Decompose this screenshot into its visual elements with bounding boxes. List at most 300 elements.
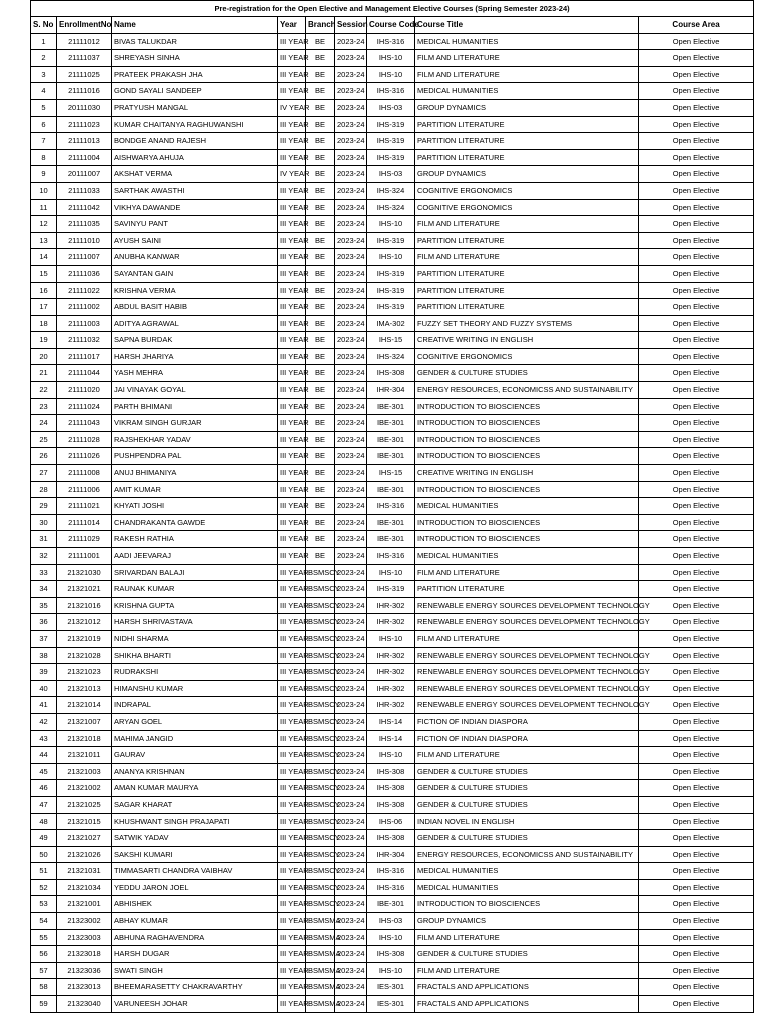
name-cell: HARSH SHRIVASTAVA <box>112 614 278 631</box>
name-cell: KUMAR CHAITANYA RAGHUWANSHI <box>112 116 278 133</box>
enrollment-cell: 21111012 <box>57 33 112 50</box>
course-area-cell: Open Elective <box>639 431 754 448</box>
year-cell: III YEAR <box>278 415 306 432</box>
course-area-cell: Open Elective <box>639 647 754 664</box>
course-title-cell: FILM AND LITERATURE <box>415 50 639 67</box>
course-area-cell: Open Elective <box>639 33 754 50</box>
name-cell: VIKRAM SINGH GURJAR <box>112 415 278 432</box>
table-row <box>31 514 754 531</box>
course-code-cell: IHS-10 <box>367 249 415 266</box>
header-row <box>31 17 754 34</box>
course-title-cell: GENDER & CULTURE STUDIES <box>415 946 639 963</box>
branch-cell: BE <box>306 332 335 349</box>
branch-cell: BE <box>306 33 335 50</box>
course-area-cell: Open Elective <box>639 398 754 415</box>
course-area-cell: Open Elective <box>639 747 754 764</box>
header-session: Session <box>335 17 367 34</box>
course-code-cell: IBE-301 <box>367 896 415 913</box>
course-area-cell: Open Elective <box>639 913 754 930</box>
branch-cell: BE <box>306 465 335 482</box>
enrollment-cell: 21321030 <box>57 564 112 581</box>
course-area-cell: Open Elective <box>639 299 754 316</box>
name-cell: TIMMASARTI CHANDRA VAIBHAV <box>112 863 278 880</box>
table-row <box>31 116 754 133</box>
session-cell: 2023-24 <box>335 697 367 714</box>
sno-cell: 3 <box>31 66 57 83</box>
branch-cell: BE <box>306 216 335 233</box>
year-cell: III YEAR <box>278 382 306 399</box>
course-title-cell: MEDICAL HUMANITIES <box>415 863 639 880</box>
year-cell: III YEAR <box>278 398 306 415</box>
year-cell: III YEAR <box>278 299 306 316</box>
enrollment-cell: 21111043 <box>57 415 112 432</box>
sno-cell: 10 <box>31 182 57 199</box>
session-cell: 2023-24 <box>335 796 367 813</box>
branch-cell: BSMSCY <box>306 614 335 631</box>
branch-cell: BSMSCY <box>306 747 335 764</box>
table-row <box>31 66 754 83</box>
table-row <box>31 415 754 432</box>
course-code-cell: IES-301 <box>367 996 415 1013</box>
enrollment-cell: 21321034 <box>57 879 112 896</box>
enrollment-cell: 21111004 <box>57 149 112 166</box>
sno-cell: 47 <box>31 796 57 813</box>
table-row <box>31 647 754 664</box>
session-cell: 2023-24 <box>335 879 367 896</box>
course-code-cell: IHS-316 <box>367 879 415 896</box>
sno-cell: 29 <box>31 498 57 515</box>
name-cell: SHIKHA BHARTI <box>112 647 278 664</box>
session-cell: 2023-24 <box>335 431 367 448</box>
enrollment-cell: 21111016 <box>57 83 112 100</box>
course-title-cell: RENEWABLE ENERGY SOURCES DEVELOPMENT TECHNOLOGY <box>415 614 639 631</box>
enrollment-cell: 21111035 <box>57 216 112 233</box>
course-area-cell: Open Elective <box>639 282 754 299</box>
sno-cell: 23 <box>31 398 57 415</box>
course-title-cell: RENEWABLE ENERGY SOURCES DEVELOPMENT TECHNOLOGY <box>415 680 639 697</box>
year-cell: III YEAR <box>278 813 306 830</box>
name-cell: HIMANSHU KUMAR <box>112 680 278 697</box>
course-title-cell: GROUP DYNAMICS <box>415 913 639 930</box>
name-cell: VARUNEESH JOHAR <box>112 996 278 1013</box>
table-row <box>31 199 754 216</box>
course-title-cell: PARTITION LITERATURE <box>415 232 639 249</box>
course-area-cell: Open Elective <box>639 863 754 880</box>
course-title-cell: MEDICAL HUMANITIES <box>415 548 639 565</box>
sno-cell: 2 <box>31 50 57 67</box>
session-cell: 2023-24 <box>335 299 367 316</box>
enrollment-cell: 21111037 <box>57 50 112 67</box>
table-row <box>31 830 754 847</box>
table-row <box>31 796 754 813</box>
course-title-cell: RENEWABLE ENERGY SOURCES DEVELOPMENT TECHNOLOGY <box>415 597 639 614</box>
table-row <box>31 780 754 797</box>
sno-cell: 22 <box>31 382 57 399</box>
sno-cell: 14 <box>31 249 57 266</box>
name-cell: SRIVARDAN BALAJI <box>112 564 278 581</box>
course-code-cell: IHS-10 <box>367 216 415 233</box>
enrollment-cell: 21111042 <box>57 199 112 216</box>
year-cell: III YEAR <box>278 481 306 498</box>
course-area-cell: Open Elective <box>639 315 754 332</box>
sno-cell: 59 <box>31 996 57 1013</box>
enrollment-cell: 21321013 <box>57 680 112 697</box>
enrollment-cell: 20111007 <box>57 166 112 183</box>
branch-cell: BSMSCY <box>306 697 335 714</box>
branch-cell: BE <box>306 83 335 100</box>
sno-cell: 49 <box>31 830 57 847</box>
year-cell: III YEAR <box>278 182 306 199</box>
course-code-cell: IHS-308 <box>367 796 415 813</box>
branch-cell: BSMSCY <box>306 796 335 813</box>
branch-cell: BSMSCY <box>306 830 335 847</box>
course-title-cell: INTRODUCTION TO BIOSCIENCES <box>415 398 639 415</box>
year-cell: III YEAR <box>278 979 306 996</box>
header-course-title: Course Title <box>415 17 639 34</box>
year-cell: III YEAR <box>278 216 306 233</box>
name-cell: AMAN KUMAR MAURYA <box>112 780 278 797</box>
table-row <box>31 99 754 116</box>
session-cell: 2023-24 <box>335 365 367 382</box>
enrollment-cell: 21111001 <box>57 548 112 565</box>
course-code-cell: IHS-14 <box>367 713 415 730</box>
year-cell: III YEAR <box>278 780 306 797</box>
year-cell: III YEAR <box>278 946 306 963</box>
name-cell: GAURAV <box>112 747 278 764</box>
name-cell: SAVINYU PANT <box>112 216 278 233</box>
course-area-cell: Open Elective <box>639 830 754 847</box>
course-area-cell: Open Elective <box>639 581 754 598</box>
session-cell: 2023-24 <box>335 83 367 100</box>
course-area-cell: Open Elective <box>639 66 754 83</box>
name-cell: SWATI SINGH <box>112 962 278 979</box>
branch-cell: BE <box>306 133 335 150</box>
course-area-cell: Open Elective <box>639 265 754 282</box>
branch-cell: BE <box>306 448 335 465</box>
table-row <box>31 498 754 515</box>
course-area-cell: Open Elective <box>639 996 754 1013</box>
course-title-cell: INTRODUCTION TO BIOSCIENCES <box>415 531 639 548</box>
name-cell: PRATYUSH MANGAL <box>112 99 278 116</box>
course-title-cell: PARTITION LITERATURE <box>415 581 639 598</box>
table-row <box>31 265 754 282</box>
table-row <box>31 846 754 863</box>
course-area-cell: Open Elective <box>639 946 754 963</box>
session-cell: 2023-24 <box>335 166 367 183</box>
sno-cell: 50 <box>31 846 57 863</box>
branch-cell: BE <box>306 365 335 382</box>
course-code-cell: IHS-324 <box>367 182 415 199</box>
session-cell: 2023-24 <box>335 548 367 565</box>
year-cell: III YEAR <box>278 830 306 847</box>
session-cell: 2023-24 <box>335 896 367 913</box>
year-cell: III YEAR <box>278 448 306 465</box>
year-cell: III YEAR <box>278 531 306 548</box>
enrollment-cell: 21323003 <box>57 929 112 946</box>
course-code-cell: IHS-14 <box>367 730 415 747</box>
session-cell: 2023-24 <box>335 962 367 979</box>
year-cell: III YEAR <box>278 548 306 565</box>
course-code-cell: IHS-316 <box>367 498 415 515</box>
sno-cell: 40 <box>31 680 57 697</box>
name-cell: SHREYASH SINHA <box>112 50 278 67</box>
table-row <box>31 149 754 166</box>
course-title-cell: PARTITION LITERATURE <box>415 299 639 316</box>
name-cell: AMIT KUMAR <box>112 481 278 498</box>
branch-cell: BE <box>306 66 335 83</box>
course-code-cell: IHS-06 <box>367 813 415 830</box>
course-code-cell: IBE-301 <box>367 431 415 448</box>
table-row <box>31 979 754 996</box>
course-area-cell: Open Elective <box>639 630 754 647</box>
registration-table <box>30 0 754 1013</box>
course-area-cell: Open Elective <box>639 713 754 730</box>
name-cell: ADITYA AGRAWAL <box>112 315 278 332</box>
sno-cell: 36 <box>31 614 57 631</box>
table-row <box>31 962 754 979</box>
sno-cell: 25 <box>31 431 57 448</box>
year-cell: IV YEAR <box>278 99 306 116</box>
name-cell: ABDUL BASIT HABIB <box>112 299 278 316</box>
branch-cell: BSMSCY <box>306 647 335 664</box>
name-cell: NIDHI SHARMA <box>112 630 278 647</box>
name-cell: ANUBHA KANWAR <box>112 249 278 266</box>
course-title-cell: FILM AND LITERATURE <box>415 216 639 233</box>
enrollment-cell: 21111033 <box>57 182 112 199</box>
enrollment-cell: 21323018 <box>57 946 112 963</box>
year-cell: III YEAR <box>278 680 306 697</box>
sno-cell: 4 <box>31 83 57 100</box>
course-title-cell: RENEWABLE ENERGY SOURCES DEVELOPMENT TECHNOLOGY <box>415 664 639 681</box>
table-row <box>31 232 754 249</box>
branch-cell: BE <box>306 481 335 498</box>
course-title-cell: FILM AND LITERATURE <box>415 249 639 266</box>
year-cell: III YEAR <box>278 564 306 581</box>
sno-cell: 38 <box>31 647 57 664</box>
table-row <box>31 249 754 266</box>
course-title-cell: FRACTALS AND APPLICATIONS <box>415 996 639 1013</box>
year-cell: III YEAR <box>278 514 306 531</box>
table-row <box>31 548 754 565</box>
course-area-cell: Open Elective <box>639 249 754 266</box>
session-cell: 2023-24 <box>335 647 367 664</box>
year-cell: III YEAR <box>278 431 306 448</box>
table-row <box>31 166 754 183</box>
year-cell: III YEAR <box>278 116 306 133</box>
sno-cell: 16 <box>31 282 57 299</box>
course-title-cell: ENERGY RESOURCES, ECONOMICSS AND SUSTAINABILITY <box>415 846 639 863</box>
sno-cell: 8 <box>31 149 57 166</box>
name-cell: HARSH JHARIYA <box>112 348 278 365</box>
year-cell: III YEAR <box>278 282 306 299</box>
session-cell: 2023-24 <box>335 133 367 150</box>
sno-cell: 37 <box>31 630 57 647</box>
table-row <box>31 448 754 465</box>
year-cell: III YEAR <box>278 614 306 631</box>
course-code-cell: IHS-319 <box>367 265 415 282</box>
branch-cell: BE <box>306 249 335 266</box>
branch-cell: BE <box>306 50 335 67</box>
header-enrollment: EnrollmentNo <box>57 17 112 34</box>
course-title-cell: INTRODUCTION TO BIOSCIENCES <box>415 415 639 432</box>
enrollment-cell: 21321016 <box>57 597 112 614</box>
year-cell: III YEAR <box>278 796 306 813</box>
course-code-cell: IHS-316 <box>367 83 415 100</box>
branch-cell: BSMSCY <box>306 713 335 730</box>
course-area-cell: Open Elective <box>639 365 754 382</box>
table-row <box>31 946 754 963</box>
branch-cell: BE <box>306 498 335 515</box>
sno-cell: 9 <box>31 166 57 183</box>
name-cell: SAGAR KHARAT <box>112 796 278 813</box>
header-course-area: Course Area <box>639 17 754 34</box>
course-area-cell: Open Elective <box>639 597 754 614</box>
course-code-cell: IHS-308 <box>367 780 415 797</box>
branch-cell: BE <box>306 299 335 316</box>
enrollment-cell: 21321002 <box>57 780 112 797</box>
course-area-cell: Open Elective <box>639 382 754 399</box>
table-row <box>31 896 754 913</box>
course-code-cell: IHR-302 <box>367 597 415 614</box>
course-area-cell: Open Elective <box>639 83 754 100</box>
sno-cell: 45 <box>31 763 57 780</box>
table-row <box>31 182 754 199</box>
course-title-cell: FILM AND LITERATURE <box>415 66 639 83</box>
table-row <box>31 581 754 598</box>
year-cell: III YEAR <box>278 664 306 681</box>
year-cell: III YEAR <box>278 249 306 266</box>
enrollment-cell: 21111024 <box>57 398 112 415</box>
course-code-cell: IHS-10 <box>367 50 415 67</box>
table-row <box>31 913 754 930</box>
header-course-code: Course Code <box>367 17 415 34</box>
name-cell: YASH MEHRA <box>112 365 278 382</box>
name-cell: SAKSHI KUMARI <box>112 846 278 863</box>
table-row <box>31 713 754 730</box>
sno-cell: 34 <box>31 581 57 598</box>
sno-cell: 58 <box>31 979 57 996</box>
table-row <box>31 481 754 498</box>
table-row <box>31 697 754 714</box>
table-row <box>31 763 754 780</box>
year-cell: III YEAR <box>278 763 306 780</box>
enrollment-cell: 21111036 <box>57 265 112 282</box>
sno-cell: 13 <box>31 232 57 249</box>
course-code-cell: IHS-316 <box>367 863 415 880</box>
enrollment-cell: 21321028 <box>57 647 112 664</box>
course-code-cell: IHS-316 <box>367 33 415 50</box>
table-row <box>31 597 754 614</box>
sno-cell: 6 <box>31 116 57 133</box>
enrollment-cell: 21111002 <box>57 299 112 316</box>
course-code-cell: IHS-319 <box>367 299 415 316</box>
year-cell: III YEAR <box>278 913 306 930</box>
course-title-cell: ENERGY RESOURCES, ECONOMICSS AND SUSTAINABILITY <box>415 382 639 399</box>
course-code-cell: IHS-15 <box>367 332 415 349</box>
branch-cell: BE <box>306 232 335 249</box>
branch-cell: BE <box>306 199 335 216</box>
session-cell: 2023-24 <box>335 182 367 199</box>
branch-cell: BSMSMA <box>306 996 335 1013</box>
session-cell: 2023-24 <box>335 498 367 515</box>
branch-cell: BSMSMA <box>306 962 335 979</box>
year-cell: III YEAR <box>278 315 306 332</box>
course-title-cell: MEDICAL HUMANITIES <box>415 33 639 50</box>
year-cell: III YEAR <box>278 365 306 382</box>
session-cell: 2023-24 <box>335 713 367 730</box>
session-cell: 2023-24 <box>335 315 367 332</box>
name-cell: KRISHNA GUPTA <box>112 597 278 614</box>
session-cell: 2023-24 <box>335 996 367 1013</box>
table-row <box>31 564 754 581</box>
enrollment-cell: 21321007 <box>57 713 112 730</box>
course-title-cell: FRACTALS AND APPLICATIONS <box>415 979 639 996</box>
course-code-cell: IBE-301 <box>367 514 415 531</box>
name-cell: AADI JEEVARAJ <box>112 548 278 565</box>
name-cell: RAKESH RATHIA <box>112 531 278 548</box>
course-title-cell: FICTION OF INDIAN DIASPORA <box>415 713 639 730</box>
course-area-cell: Open Elective <box>639 896 754 913</box>
name-cell: PARTH BHIMANI <box>112 398 278 415</box>
enrollment-cell: 21111017 <box>57 348 112 365</box>
course-code-cell: IHS-308 <box>367 946 415 963</box>
sno-cell: 19 <box>31 332 57 349</box>
course-area-cell: Open Elective <box>639 514 754 531</box>
session-cell: 2023-24 <box>335 830 367 847</box>
course-title-cell: CREATIVE WRITING IN ENGLISH <box>415 332 639 349</box>
course-title-cell: FILM AND LITERATURE <box>415 747 639 764</box>
branch-cell: BSMSCY <box>306 597 335 614</box>
sno-cell: 51 <box>31 863 57 880</box>
sno-cell: 21 <box>31 365 57 382</box>
session-cell: 2023-24 <box>335 99 367 116</box>
course-area-cell: Open Elective <box>639 199 754 216</box>
session-cell: 2023-24 <box>335 846 367 863</box>
table-row <box>31 730 754 747</box>
course-title-cell: COGNITIVE ERGONOMICS <box>415 348 639 365</box>
session-cell: 2023-24 <box>335 116 367 133</box>
enrollment-cell: 21111020 <box>57 382 112 399</box>
session-cell: 2023-24 <box>335 913 367 930</box>
enrollment-cell: 21111029 <box>57 531 112 548</box>
enrollment-cell: 21111044 <box>57 365 112 382</box>
year-cell: III YEAR <box>278 332 306 349</box>
course-code-cell: IBE-301 <box>367 448 415 465</box>
course-code-cell: IHS-10 <box>367 747 415 764</box>
course-title-cell: GENDER & CULTURE STUDIES <box>415 830 639 847</box>
branch-cell: BE <box>306 99 335 116</box>
session-cell: 2023-24 <box>335 946 367 963</box>
course-title-cell: RENEWABLE ENERGY SOURCES DEVELOPMENT TECHNOLOGY <box>415 647 639 664</box>
course-code-cell: IHS-319 <box>367 133 415 150</box>
header-sno: S. No <box>31 17 57 34</box>
sno-cell: 55 <box>31 929 57 946</box>
year-cell: III YEAR <box>278 66 306 83</box>
course-title-cell: GROUP DYNAMICS <box>415 166 639 183</box>
table-row <box>31 747 754 764</box>
sno-cell: 11 <box>31 199 57 216</box>
branch-cell: BSMSCY <box>306 630 335 647</box>
year-cell: III YEAR <box>278 962 306 979</box>
course-title-cell: INTRODUCTION TO BIOSCIENCES <box>415 448 639 465</box>
enrollment-cell: 20111030 <box>57 99 112 116</box>
course-code-cell: IBE-301 <box>367 415 415 432</box>
enrollment-cell: 21321019 <box>57 630 112 647</box>
course-area-cell: Open Elective <box>639 846 754 863</box>
table-row <box>31 531 754 548</box>
course-area-cell: Open Elective <box>639 531 754 548</box>
name-cell: PRATEEK PRAKASH JHA <box>112 66 278 83</box>
